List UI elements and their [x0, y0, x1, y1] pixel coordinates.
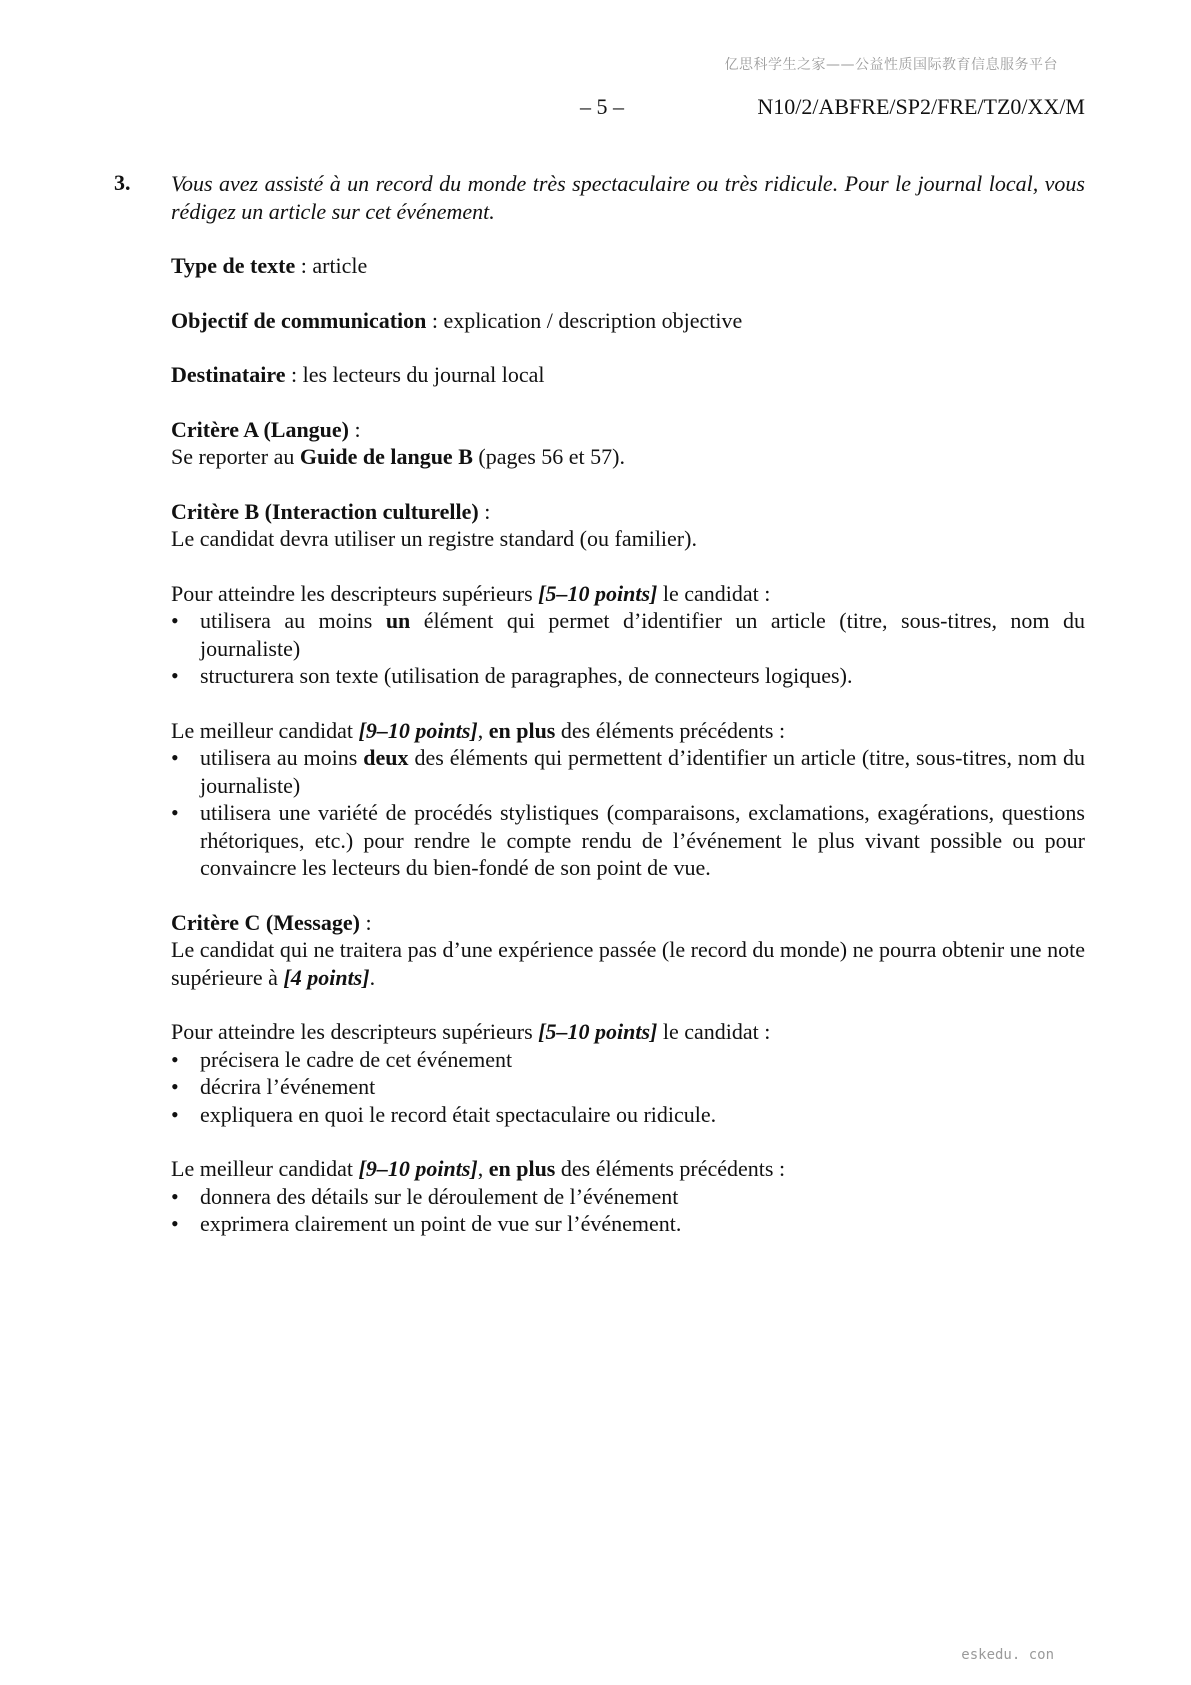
- list-item: [171, 1183, 1085, 1211]
- communication-objective: [171, 307, 1085, 335]
- bullet: •: [171, 1074, 179, 1099]
- item-text-start: utilisera au moins: [200, 745, 364, 770]
- objective-label: Objectif de communication: [171, 307, 427, 333]
- best-intro-start: Le meilleur candidat: [171, 1156, 359, 1181]
- criterion-c-upper-list: [171, 1046, 1085, 1129]
- recipient-label: Destinataire: [171, 362, 286, 387]
- best-intro-end: des éléments précédents :: [555, 717, 786, 743]
- question-prompt: Vous avez assisté à un record du monde très spectaculaire ou très ridicule. Pour le journal local, vous rédigez un article sur cet événement.: [171, 171, 1085, 224]
- list-item: [171, 799, 1085, 882]
- criterion-c-best-intro: [171, 1155, 1085, 1183]
- upper-intro-end: le candidat :: [657, 1019, 771, 1044]
- criterion-b-heading: [171, 498, 1085, 526]
- criterion-b-upper-list: [171, 607, 1085, 690]
- criterion-a-colon: :: [349, 416, 361, 442]
- item-text: décrira l’événement: [200, 1074, 376, 1099]
- header-watermark: 亿思科学生之家——公益性质国际教育信息服务平台: [724, 57, 1058, 73]
- criterion-c-upper-intro: [171, 1018, 1085, 1046]
- bullet: •: [171, 1046, 179, 1072]
- item-bold: deux: [363, 745, 409, 770]
- criterion-b-colon: :: [478, 498, 491, 524]
- criterion-c-intro-start: Le candidat qui ne traitera pas d’une expérience passée (le record du monde) ne pourra obtenir une note supérieure à: [171, 937, 1085, 990]
- bullet: •: [171, 745, 179, 770]
- upper-points: [5–10 points]: [538, 1019, 658, 1044]
- max-points: [4 points]: [283, 964, 370, 990]
- text-type-value: : article: [295, 253, 368, 278]
- recipient: [171, 361, 1085, 389]
- upper-points: [5–10 points]: [538, 580, 658, 606]
- criterion-c: [171, 909, 1085, 992]
- bullet: •: [171, 1211, 179, 1236]
- objective-value: : explication / description objective: [426, 307, 743, 333]
- page-number: – 5 –: [580, 94, 624, 119]
- bullet: •: [171, 608, 179, 633]
- footer-watermark: eskedu. con: [961, 1647, 1054, 1663]
- item-text: utilisera une variété de procédés stylistiques (comparaisons, exclamations, exagérations, questions rhétoriques, etc.) pour rendre le compte rendu de l’événement le plus vivant possible ou pour convaincre les lecteurs du bien-fondé de son point de vue.: [200, 800, 1085, 880]
- list-item: [171, 1210, 1085, 1238]
- criterion-c-title: Critère C (Message): [171, 909, 360, 935]
- criterion-c-intro-end: .: [369, 964, 376, 990]
- criterion-a-text-start: Se reporter au: [171, 444, 300, 469]
- best-intro-start: Le meilleur candidat: [171, 717, 359, 743]
- text-type-label: Type de texte: [171, 253, 296, 278]
- best-intro-end: des éléments précédents :: [555, 1156, 786, 1181]
- list-item: [171, 1046, 1085, 1074]
- criterion-c-colon: :: [359, 909, 372, 935]
- bullet: •: [171, 663, 179, 688]
- criterion-b-intro: Le candidat devra utiliser un registre standard (ou familier).: [171, 526, 697, 551]
- criterion-c-heading: [171, 909, 1085, 937]
- criterion-c-intro: [171, 936, 1085, 991]
- markscheme-content: [171, 170, 1085, 1265]
- criterion-b: [171, 498, 1085, 553]
- item-text: structurera son texte (utilisation de paragraphes, de connecteurs logiques).: [200, 663, 853, 688]
- best-comma: ,: [477, 1156, 489, 1181]
- upper-intro-start: Pour atteindre les descripteurs supérieurs: [171, 580, 539, 606]
- criterion-b-title: Critère B (Interaction culturelle): [171, 498, 479, 524]
- bullet: •: [171, 1183, 179, 1209]
- criterion-a-text: [171, 443, 1085, 471]
- question-number: 3.: [114, 170, 131, 195]
- item-text-end: des éléments qui permettent d’identifier un article (titre, sous-titres, nom du journaliste): [200, 745, 1085, 798]
- criterion-a-title: Critère A (Langue): [171, 416, 350, 442]
- criterion-a-text-end: (pages 56 et 57).: [472, 444, 625, 469]
- text-type: [171, 252, 1085, 280]
- recipient-value: : les lecteurs du journal local: [285, 362, 545, 387]
- document-code: N10/2/ABFRE/SP2/FRE/TZ0/XX/M: [757, 94, 1085, 119]
- language-guide-ref: Guide de langue B: [299, 444, 473, 469]
- criterion-b-best-intro: [171, 717, 1085, 745]
- criterion-b-best-descriptors: [171, 717, 1085, 882]
- best-bold: en plus: [488, 717, 556, 743]
- criterion-a: [171, 416, 1085, 471]
- upper-intro-start: Pour atteindre les descripteurs supérieurs: [171, 1019, 539, 1044]
- best-bold: en plus: [488, 1156, 556, 1181]
- list-item: [171, 662, 1085, 690]
- upper-intro-end: le candidat :: [657, 580, 771, 606]
- list-item: [171, 1101, 1085, 1129]
- criterion-c-best-list: [171, 1183, 1085, 1238]
- criterion-c-best-descriptors: [171, 1155, 1085, 1238]
- criterion-b-upper-intro: [171, 580, 1085, 608]
- list-item: [171, 607, 1085, 662]
- best-comma: ,: [477, 717, 489, 743]
- best-points: [9–10 points]: [358, 1156, 478, 1181]
- list-item: [171, 1073, 1085, 1101]
- item-text: exprimera clairement un point de vue sur l’événement.: [200, 1211, 682, 1236]
- bullet: •: [171, 800, 179, 825]
- criterion-c-upper-descriptors: [171, 1018, 1085, 1128]
- item-text-end: élément qui permet d’identifier un article (titre, sous-titres, nom du journaliste): [200, 608, 1085, 661]
- item-bold: un: [385, 608, 411, 633]
- bullet: •: [171, 1101, 179, 1127]
- list-item: [171, 744, 1085, 799]
- item-text: donnera des détails sur le déroulement de l’événement: [200, 1183, 679, 1209]
- criterion-b-best-list: [171, 744, 1085, 882]
- item-text: précisera le cadre de cet événement: [200, 1046, 513, 1072]
- criterion-b-upper-descriptors: [171, 580, 1085, 690]
- item-text: expliquera en quoi le record était spectaculaire ou ridicule.: [200, 1101, 717, 1127]
- item-text-start: utilisera au moins: [200, 608, 386, 633]
- best-points: [9–10 points]: [358, 717, 478, 743]
- criterion-a-heading: [171, 416, 1085, 444]
